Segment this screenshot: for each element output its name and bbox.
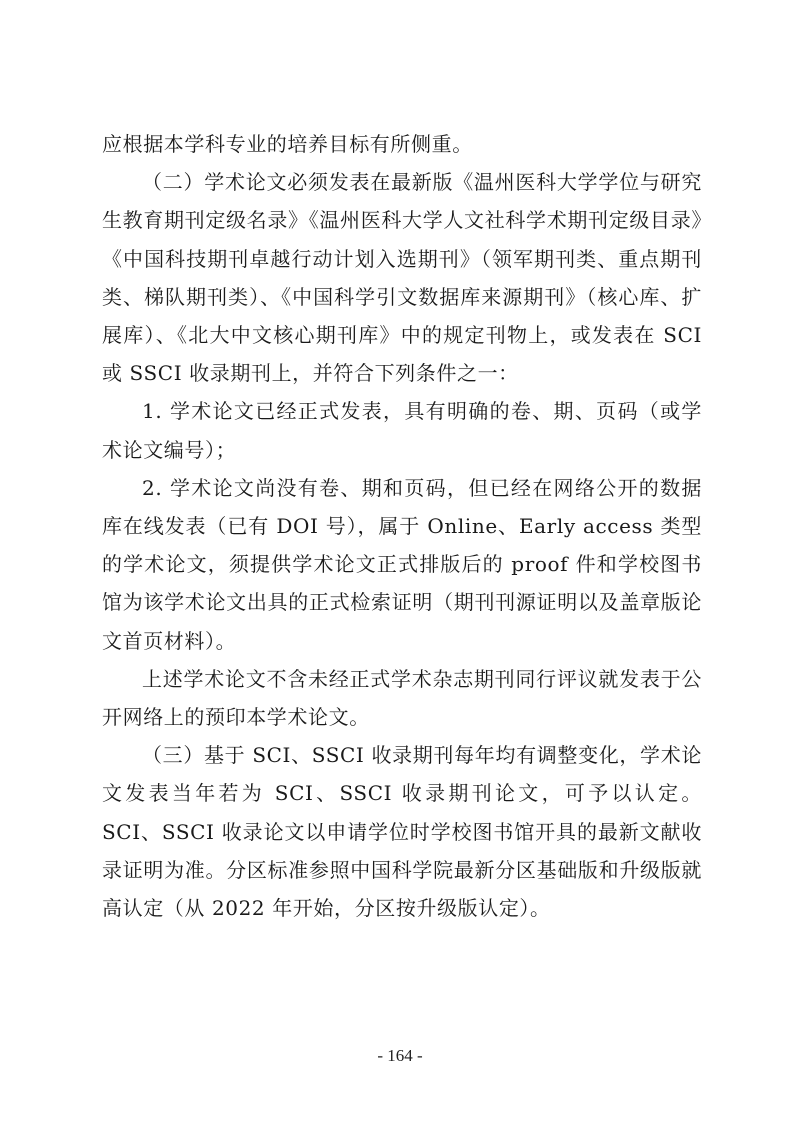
paragraph-section-3: （三）基于 SCI、SSCI 收录期刊每年均有调整变化，学术论文发表当年若为 SCI、SSCI 收录期刊论文，可予以认定。 SCI、SSCI 收录论文以申请学位时学校图书馆开具的最新文献收录证明为准。分区标准参照中国科学院最新分区基础版和升级版就高认定（从 2022 年开始，分区按升级版认定）。 xyxy=(102,743,702,921)
page-number: - 164 - xyxy=(377,1046,423,1065)
paragraph-preprint-note: 上述学术论文不含未经正式学术杂志期刊同行评议就发表于公开网络上的预印本学术论文。 xyxy=(102,666,702,730)
body-text xyxy=(102,125,702,927)
paragraph-continuation: 应根据本学科专业的培养目标有所侧重。 xyxy=(102,132,473,156)
paragraph-section-2: （二）学术论文必须发表在最新版《温州医科大学学位与研究生教育期刊定级名录》《温州医科大学人文社科学术期刊定级目录》《中国科技期刊卓越行动计划入选期刊》（领军期刊类、重点期刊类、梯队期刊类）、《中国科学引文数据库来源期刊》（核心库、扩展库）、《北大中文核心期刊库》中的规定刊物上，或发表在 SCI 或 SSCI 收录期刊上，并符合下列条件之一： xyxy=(102,170,702,386)
paragraph-condition-1: 1. 学术论文已经正式发表，具有明确的卷、期、页码（或学术论文编号）； xyxy=(102,399,702,462)
paragraph-condition-2: 2. 学术论文尚没有卷、期和页码，但已经在网络公开的数据库在线发表（已有 DOI 号），属于 Online、Early access 类型的学术论文，须提供学术论文正式排版后的 proof 件和学校图书馆为该学术论文出具的正式检索证明（期刊刊源证明以及盖章版论文首页材料）。 xyxy=(102,475,702,653)
